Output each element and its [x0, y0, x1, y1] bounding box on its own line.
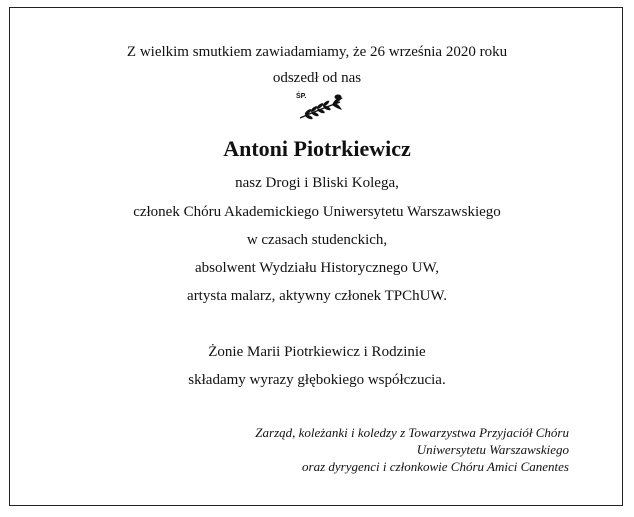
sp-emblem: [296, 93, 346, 121]
signature-line: Uniwersytetu Warszawskiego: [416, 442, 569, 457]
sp-abbreviation: ŚP.: [296, 93, 307, 100]
description-line: artysta malarz, aktywny członek TPChUW.: [187, 288, 447, 304]
description-line: członek Chóru Akademickiego Uniwersytetu Warszawskiego: [133, 204, 501, 220]
description-line: absolwent Wydziału Historycznego UW,: [194, 260, 440, 276]
condolence-line: Żonie Marii Piotrkiewicz i Rodzinie: [208, 344, 426, 360]
signature-line: Zarząd, koleżanki i koledzy z Towarzystwa Przyjaciół Chóru: [255, 425, 569, 440]
intro-line-2: odszedł od nas: [272, 70, 362, 86]
description-line: w czasach studenckich,: [246, 232, 388, 248]
intro-line-1: Z wielkim smutkiem zawiadamiamy, że 26 września 2020 roku: [126, 44, 508, 60]
condolence-line: składamy wyrazy głębokiego współczucia.: [188, 372, 446, 388]
deceased-name: Antoni Piotrkiewicz: [223, 136, 411, 161]
signature-line: oraz dyrygenci i członkowie Chóru Amici Canentes: [302, 459, 569, 474]
description-line: nasz Drogi i Bliski Kolega,: [235, 175, 399, 191]
laurel-branch-icon: [296, 93, 346, 121]
